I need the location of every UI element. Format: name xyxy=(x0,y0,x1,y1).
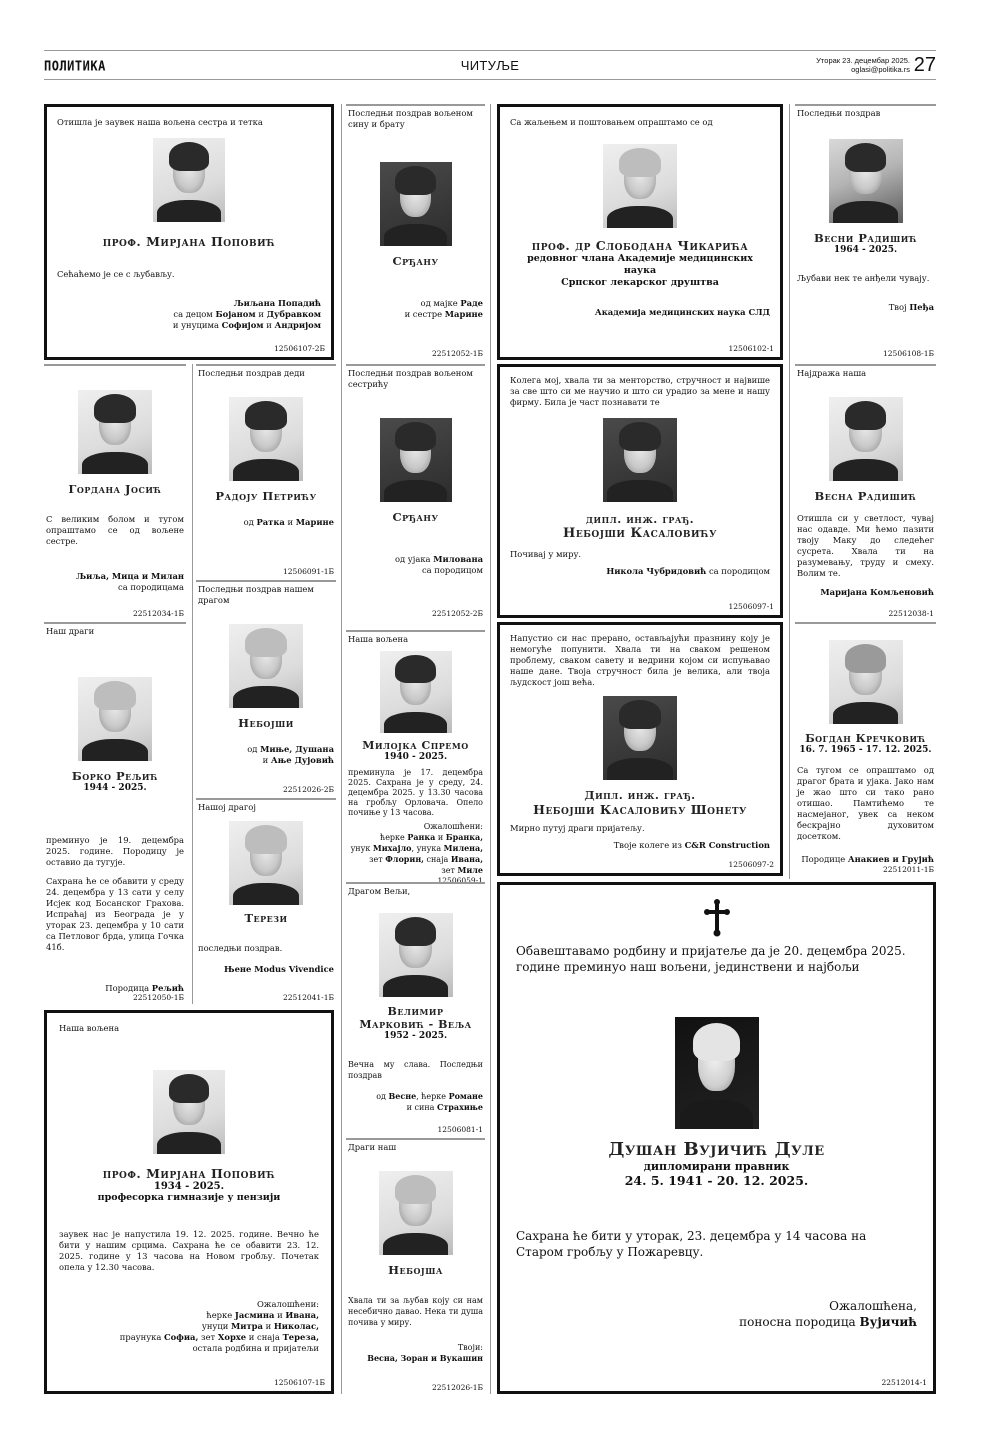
orthodox-cross-icon xyxy=(704,899,730,937)
message-text: заувек нас је напустила 19. 12. 2025. године. Вечно ће бити у нашим срцима. Сахрана ће се обавити 23. 12. 2025. године у 13 часова на Новом гробљу. Почетак опела у 12.30 часова. xyxy=(59,1229,319,1272)
deceased-name: проф. Мирјана Поповић xyxy=(102,1166,276,1181)
obituary-mirjana-popovic-2 xyxy=(44,1010,334,1394)
deceased-name: проф. др Слободана Чикарића xyxy=(531,238,749,253)
life-years: 1952 - 2025. xyxy=(383,1031,448,1041)
signature-line xyxy=(57,309,321,320)
signature-text: и снаја xyxy=(246,1332,283,1342)
signature-text: Јасмина xyxy=(234,1310,275,1320)
signature-text: Ранка xyxy=(407,832,436,842)
signature-text: Андријом xyxy=(274,320,321,330)
ad-code: 22512034-1Б xyxy=(133,609,184,618)
portrait-photo xyxy=(379,913,453,997)
deceased-name: Небојши Касаловићу xyxy=(563,526,717,541)
signature-text: ћерке xyxy=(380,833,408,842)
intro-text: Последњи поздрав нашем драгом xyxy=(198,584,314,605)
intro-text: Наша вољена xyxy=(348,634,409,644)
intro-text: Последњи поздрав деди xyxy=(198,368,305,378)
life-years: 16. 7. 1965 - 17. 12. 2025. xyxy=(799,745,932,755)
deceased-name: Душан Вујичић Дуле xyxy=(608,1139,825,1160)
intro-text: Обавештавамо родбину и пријатеље да је 20. децембра 2025. године преминуо наш вољени, јединствени и најбољи xyxy=(516,944,906,974)
signature: Љиља, Мица и Милан са породицама xyxy=(76,571,184,592)
intro-text: Напустио си нас прерано, остављајући празнину коју је немогуће попунити. Хвала ти на сваком решеном проблему, сваком савету и ведрини којом си испуњавао наше дане. Твоја стручност била је велика, али твоја људскост још већа. xyxy=(510,633,770,687)
intro-text: Последњи поздрав xyxy=(797,108,881,118)
message-text: С великим болом и тугом опраштамо се од вољене сестре. xyxy=(46,514,184,546)
signature: Породица Рељић xyxy=(105,983,184,993)
ad-code: 22512014-1 xyxy=(881,1378,927,1387)
section-title: ЧИТУЉЕ xyxy=(460,58,520,73)
signature-line xyxy=(348,865,483,876)
ad-code: 12506107-2Б xyxy=(274,344,325,353)
signature-text: праунука xyxy=(119,1332,165,1342)
signature-text: Хорхе xyxy=(217,1332,247,1342)
signature xyxy=(59,1299,319,1354)
ad-code: 12506081-1 xyxy=(437,1125,483,1134)
column-divider xyxy=(341,104,342,1394)
signature-text: Миле xyxy=(457,865,483,875)
page-number: 27 xyxy=(913,54,936,76)
signature xyxy=(348,1091,483,1113)
signature: Академија медицинских наука СЛД xyxy=(594,307,770,317)
signature: Твоји: Весна, Зоран и Вукашин xyxy=(367,1343,483,1363)
signature-text: и xyxy=(435,833,446,842)
obituary-milojka-spremo xyxy=(346,630,485,882)
signature-line xyxy=(57,320,321,331)
signature-text: и сина xyxy=(406,1103,437,1112)
ad-code: 22512038-1 xyxy=(888,609,934,618)
signature-line xyxy=(59,1299,319,1310)
deceased-name: Весна Радишић xyxy=(814,489,917,503)
obituary-radoje-petric xyxy=(196,364,336,580)
portrait-photo xyxy=(229,624,303,708)
obituary-nebojsa-kasalovic-1 xyxy=(497,364,783,618)
signature: Породице Анакиев и Грујић xyxy=(801,854,934,864)
deceased-name: Срђану xyxy=(392,510,439,524)
signature-line xyxy=(348,843,483,854)
signature-text: Ожалошћени: xyxy=(423,822,483,831)
message-text: Љубави нек те анђели чувају. xyxy=(797,273,930,283)
column-divider xyxy=(192,364,193,1004)
signature-line xyxy=(59,1332,319,1343)
portrait-photo xyxy=(829,139,903,223)
signature-text: Флорин, xyxy=(385,854,424,864)
intro-text: Отишла је заувек наша вољена сестра и тетка xyxy=(57,117,263,127)
funeral-info: Сахрана ће се обавити у среду 24. децембра у 13 сати у селу Исјек код Босанског Грахова. Испраћај из Београда је у уторак 23. децембра у 10 сати са Петловог брда, улица Гочка 41б. xyxy=(46,876,184,952)
ad-code: 22512050-1Б xyxy=(133,993,184,1002)
deceased-name: Терези xyxy=(244,911,288,925)
message-text: Вечна му слава. Последњи поздрав xyxy=(348,1060,483,1080)
deceased-name: Небојши xyxy=(238,716,294,730)
obituary-nebojsa-3 xyxy=(346,1138,485,1396)
message-text: Са тугом се опраштамо од драгог брата и ујака. Јако нам је жао што си тако рано отишао. Памтићемо те насмејаног, увек са неком бескрајно духовитом досетком. xyxy=(797,765,934,841)
message-text: Сећаћемо је се с љубављу. xyxy=(57,269,175,279)
intro-text: Наш драги xyxy=(46,626,95,636)
obituary-tereza xyxy=(196,798,336,1006)
intro-text: Драгом Вељи, xyxy=(348,886,411,896)
signature: од мајке Раде и сестре Марине xyxy=(404,298,483,319)
life-years: 24. 5. 1941 - 20. 12. 2025. xyxy=(624,1173,809,1188)
signature: од Ратка и Марине xyxy=(243,517,334,527)
profession: професорка гимназије у пензији xyxy=(97,1192,281,1203)
obituary-nebojsa-kasalovic-2 xyxy=(497,622,783,876)
signature-text: Ивана, xyxy=(450,854,483,864)
signature-line xyxy=(348,854,483,865)
signature-text: Митра xyxy=(231,1321,263,1331)
intro-text: Колега мој, хвала ти за менторство, стручност и највише за све што си ме научио и што си урадио за мене и нашу фирму. Била је част познавати те xyxy=(510,375,770,407)
signature-text: зет xyxy=(441,866,458,875)
life-years: 1940 - 2025. xyxy=(383,752,448,762)
signature-text: Бранка, xyxy=(445,832,483,842)
deceased-surname: Марковић - Веља xyxy=(359,1018,472,1031)
ad-code: 12506108-1Б xyxy=(883,349,934,358)
life-years: 1944 - 2025. xyxy=(83,783,147,793)
ad-code: 12506102-1 xyxy=(728,344,774,353)
obituary-borko-reljic xyxy=(44,622,186,1006)
signature-text: унуци xyxy=(201,1321,231,1331)
message-text: Отишла си у светлост, чувај нас одавде. Ми ћемо пазити твоју Маку до следећег сусрета. Хвала ти на разумевању, труду и смеху. Волим те. xyxy=(797,513,934,578)
message-text: Почивај у миру. xyxy=(510,549,582,559)
signature-text: , унука xyxy=(411,844,444,853)
portrait-photo xyxy=(379,1171,453,1255)
obituary-srdjan-1 xyxy=(346,104,485,362)
signature-text: Ожалошћени: xyxy=(256,1299,319,1309)
funeral-info: Сахрана ће бити у уторак, 23. децембра у 14 часова на Старом гробљу у Пожаревцу. xyxy=(516,1229,867,1259)
ad-code: 12506059-1 xyxy=(437,876,483,882)
signature-text: остала родбина и пријатељи xyxy=(192,1343,319,1353)
portrait-photo xyxy=(229,397,303,481)
portrait-photo xyxy=(603,418,677,502)
signature-text: са децом xyxy=(173,309,216,319)
signature-text: Романе xyxy=(448,1091,483,1101)
signature: од ујака Милована са породицом xyxy=(394,554,483,575)
intro-text: Најдража наша xyxy=(797,368,867,378)
deceased-name: Весни Радишић xyxy=(813,231,918,245)
issue-date: Уторак 23. децембар 2025. xyxy=(816,56,910,65)
signature-text: унук xyxy=(350,844,373,853)
signature-line xyxy=(348,822,483,832)
intro-text: Са жаљењем и поштовањем опраштамо се од xyxy=(510,117,713,127)
signature-text: Тереза, xyxy=(282,1332,319,1342)
signature-line xyxy=(57,298,321,309)
header-meta xyxy=(816,56,910,74)
deceased-name: Небојша xyxy=(388,1263,443,1277)
obituary-dusan-vujicic xyxy=(497,882,936,1394)
signature-text: зет xyxy=(369,855,386,864)
ad-code: 22512011-1Б xyxy=(883,865,934,874)
signature-text: Страхиње xyxy=(436,1102,483,1112)
signature-text: и xyxy=(263,320,275,330)
signature-text: и унуцима xyxy=(172,320,222,330)
signature-text: Дубравком xyxy=(266,309,321,319)
page-header xyxy=(44,50,936,80)
obituary-nebojsa-dujovic xyxy=(196,580,336,798)
signature-text: Софијом xyxy=(221,320,264,330)
intro-text: Последњи поздрав вољеном сестрићу xyxy=(348,368,473,389)
signature: Никола Чубридовић са породицом xyxy=(606,566,770,576)
signature-text: и xyxy=(262,1321,274,1331)
portrait-photo xyxy=(78,677,152,761)
signature-text: Бојаном xyxy=(215,309,256,319)
profession: дипломирани правник xyxy=(643,1160,790,1173)
message-text: Мирно путуј драги пријатељу. xyxy=(510,823,645,833)
signature-text: Николас, xyxy=(273,1321,319,1331)
ad-code: 12506091-1Б xyxy=(283,567,334,576)
deceased-name: Борко Рељић xyxy=(71,769,159,783)
portrait-photo xyxy=(153,138,225,222)
signature-line xyxy=(348,832,483,843)
ad-code: 22512026-2Б xyxy=(283,785,334,794)
newspaper-logo: ПОЛИТИКА xyxy=(44,58,106,74)
signature-text: Милена, xyxy=(443,843,483,853)
contact-email[interactable]: oglasi@politika.rs xyxy=(851,65,910,74)
obituary-vesna-radisic-1 xyxy=(795,104,936,362)
ad-code: 12506097-1 xyxy=(728,602,774,611)
portrait-photo xyxy=(380,162,452,246)
signature xyxy=(57,298,321,331)
portrait-photo xyxy=(229,821,303,905)
portrait-photo xyxy=(829,640,903,724)
obituary-mirjana-popovic-1 xyxy=(44,104,334,360)
deceased-name: проф. Мирјана Поповић xyxy=(102,234,276,249)
signature: Маријана Комљеновић xyxy=(820,587,934,597)
title-line: Српског лекарског друштва xyxy=(561,277,719,288)
deceased-name: Небојши Касаловићу Шонету xyxy=(533,802,747,817)
portrait-photo xyxy=(380,651,452,733)
message-text: преминуо је 19. децембра 2025. године. Породицу је оставио да тугује. xyxy=(46,835,184,867)
obituary-vesna-radisic-2 xyxy=(795,364,936,622)
signature-text: и xyxy=(274,1310,286,1320)
signature-text: снаја xyxy=(423,855,451,864)
portrait-photo xyxy=(603,144,677,228)
portrait-photo xyxy=(675,1017,759,1129)
life-years: 1964 - 2025. xyxy=(833,245,898,255)
column-divider xyxy=(490,104,491,1394)
signature-text: , ћерке xyxy=(416,1092,449,1101)
obituary-slobodan-cikaric xyxy=(497,104,783,360)
portrait-photo xyxy=(380,418,452,502)
column-divider xyxy=(789,104,790,879)
ad-code: 22512052-1Б xyxy=(432,349,483,358)
intro-text: Драги наш xyxy=(348,1142,397,1152)
message-text: преминула је 17. децембра 2025. Сахрана је у среду, 24. децембра 2025. у 13.30 часова на гробљу Орловача. Опело почиње у 13 часова. xyxy=(348,768,483,817)
life-years: 1934 - 2025. xyxy=(153,1181,225,1192)
signature: Твој Пеђа xyxy=(888,302,934,312)
ad-code: 12506097-2 xyxy=(728,860,774,869)
signature-text: Михајло xyxy=(372,843,412,853)
obituary-bogdan-krecko xyxy=(795,622,936,878)
obituary-velimir-markovic xyxy=(346,882,485,1138)
deceased-name: Гордана Јосић xyxy=(68,482,162,496)
signature-line xyxy=(59,1310,319,1321)
intro-text: Нашој драгој xyxy=(198,802,256,812)
intro-text: Последњи поздрав вољеном сину и брату xyxy=(348,108,473,129)
signature-text: Љиљана Попадић xyxy=(233,298,321,308)
title-line: редовног члана Академије медицинских наука xyxy=(527,253,753,276)
deceased-name: Срђану xyxy=(392,254,439,268)
portrait-photo xyxy=(153,1070,225,1154)
portrait-photo xyxy=(78,390,152,474)
signature-text: Ивана, xyxy=(285,1310,319,1320)
signature: Ожалошћена, поносна породица Вујичић xyxy=(739,1299,917,1329)
obituary-srdjan-2 xyxy=(346,364,485,622)
ad-code: 12506107-1Б xyxy=(274,1378,325,1387)
signature: Њене Modus Vivendice xyxy=(224,964,334,974)
ad-code: 22512052-2Б xyxy=(432,609,483,618)
ad-code: 22512026-1Б xyxy=(432,1383,483,1392)
message-text: Хвала ти за љубав коју си нам несебично давао. Нека ти душа почива у миру. xyxy=(348,1296,483,1327)
title-line: Дипл. инж. грађ. xyxy=(584,788,696,802)
deceased-name: Богдан Кречковић xyxy=(805,732,926,745)
signature-line xyxy=(59,1321,319,1332)
signature: Твоје колеге из C&R Construction xyxy=(613,840,770,850)
portrait-photo xyxy=(829,397,903,481)
intro-text: Наша вољена xyxy=(59,1023,120,1033)
deceased-name: Радоју Петрићу xyxy=(215,489,317,503)
message-text: последњи поздрав. xyxy=(198,943,283,953)
signature-text: и xyxy=(255,309,267,319)
deceased-name: Велимир xyxy=(387,1005,444,1018)
portrait-photo xyxy=(603,696,677,780)
signature-text: Софиа, xyxy=(164,1332,199,1342)
signature xyxy=(348,822,483,876)
deceased-name: Милојка Спремо xyxy=(362,739,469,752)
signature-text: Весне xyxy=(388,1091,417,1101)
signature-line xyxy=(59,1343,319,1354)
signature-text: зет xyxy=(198,1332,218,1342)
signature: од Миње, Душана и Ање Дујовић xyxy=(247,744,334,765)
title-line: дипл. инж. грађ. xyxy=(585,512,695,526)
signature-text: ћерке xyxy=(206,1310,235,1320)
ad-code: 22512041-1Б xyxy=(283,993,334,1002)
obituary-gordana-josic xyxy=(44,364,186,622)
signature-text: од xyxy=(376,1092,389,1101)
